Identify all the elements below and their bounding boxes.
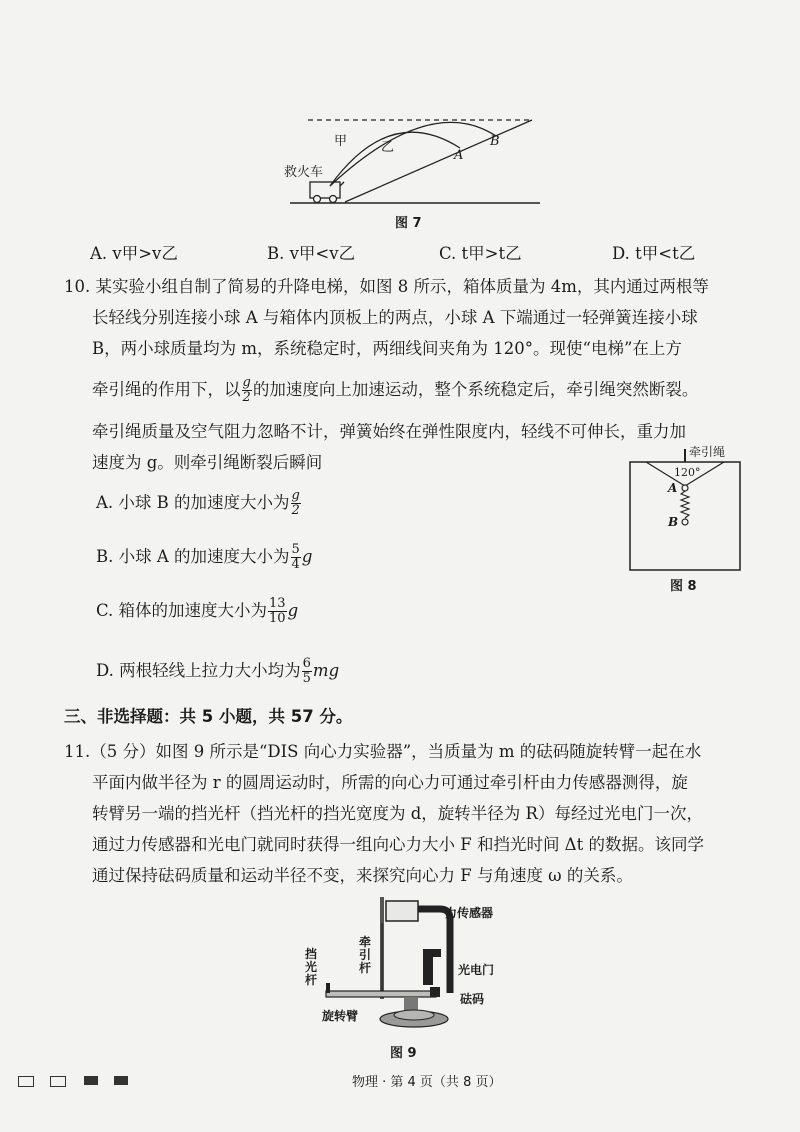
q9-option-b: B. v甲<v乙	[267, 244, 356, 263]
q10-line-4	[92, 376, 698, 405]
fig7-label-truck: 救火车	[284, 165, 324, 180]
fig8-caption: 图 8	[670, 579, 697, 594]
fig9-caption: 图 9	[390, 1046, 417, 1061]
figure-7-diagram	[270, 108, 570, 208]
fig7-caption: 图 7	[395, 216, 422, 231]
fig8-label-b: B	[668, 515, 679, 529]
fig9-label-arm: 旋转臂	[322, 1009, 359, 1023]
q9-option-a: A. v甲>v乙	[90, 244, 178, 263]
footer-mark-1	[18, 1076, 34, 1087]
fig9-label-shade-rod: 挡光杆	[305, 947, 318, 987]
fig7-label-yi: 乙	[381, 140, 395, 155]
q9-option-c: C. t甲>t乙	[439, 244, 522, 263]
q10-line-2: 长轻线分别连接小球 A 与箱体内顶板上的两点，小球 A 下端通过一轻弹簧连接小球	[92, 308, 698, 327]
q10-line-4-end: 的加速度向上加速运动，整个系统稳定后，牵引绳突然断裂。	[252, 380, 699, 399]
q11-line-1: 11.（5 分）如图 9 所示是“DIS 向心力实验器”，当质量为 m 的砝码随旋转臂一起在水	[64, 742, 702, 761]
q10-option-b: B. 小球 A 的加速度大小为 $\frac{5}{4}$ g	[96, 542, 313, 572]
fig9-label-gate: 光电门	[458, 963, 495, 977]
fig9-label-pull-rod: 牵引杆	[359, 935, 372, 975]
q11-line-2: 平面内做半径为 r 的圆周运动时，所需的向心力可通过牵引杆由力传感器测得，旋	[92, 773, 688, 792]
fig9-label-sensor: 力传感器	[445, 906, 494, 920]
q10-option-a: A. 小球 B 的加速度大小为 $\frac{g}{2}$	[96, 488, 300, 518]
q10-line-4-start: 牵引绳的作用下，以	[92, 380, 241, 399]
footer-mark-3	[84, 1076, 98, 1085]
q10-option-c: C. 箱体的加速度大小为 $\frac{13}{10}$ g	[96, 596, 299, 626]
footer-page-number: 物理 · 第 4 页（共 8 页）	[352, 1075, 502, 1090]
footer-mark-4	[114, 1076, 128, 1085]
q9-option-d: D. t甲<t乙	[612, 244, 696, 263]
section-3-heading: 三、非选择题：共 5 小题，共 57 分。	[64, 707, 353, 726]
q11-line-3: 转臂另一端的挡光杆（挡光杆的挡光宽度为 d，旋转半径为 R）每经过光电门一次，	[92, 804, 703, 823]
fig7-label-b: B	[490, 134, 500, 149]
fig8-label-rope: 牵引绳	[689, 445, 726, 459]
q10-line-5: 牵引绳质量及空气阻力忽略不计，弹簧始终在弹性限度内，轻线不可伸长，重力加	[92, 422, 686, 441]
fig7-label-a: A	[454, 148, 464, 163]
fig8-label-angle: 120°	[674, 466, 701, 479]
q10-option-d: D. 两根轻线上拉力大小均为 $\frac{6}{5}$ mg	[96, 656, 340, 686]
fig9-label-weight: 砝码	[460, 992, 485, 1006]
fig8-label-a: A	[668, 481, 678, 495]
q11-line-5: 通过保持砝码质量和运动半径不变，来探究向心力 F 与角速度 ω 的关系。	[92, 866, 633, 885]
q10-line-1: 10. 某实验小组自制了简易的升降电梯，如图 8 所示，箱体质量为 4m，其内通过两根等	[64, 277, 709, 296]
q10-line-6: 速度为 g。则牵引绳断裂后瞬间	[92, 453, 323, 472]
footer-mark-2	[50, 1076, 66, 1087]
fig7-label-jia: 甲	[334, 134, 348, 149]
q11-line-4: 通过力传感器和光电门就同时获得一组向心力大小 F 和挡光时间 Δt 的数据。该同学	[92, 835, 704, 854]
q10-fraction-g-over-2: $\frac{g}{2}$	[242, 375, 251, 405]
q10-line-3: B，两小球质量均为 m，系统稳定时，两细线间夹角为 120°。现使“电梯”在上方	[92, 339, 682, 358]
